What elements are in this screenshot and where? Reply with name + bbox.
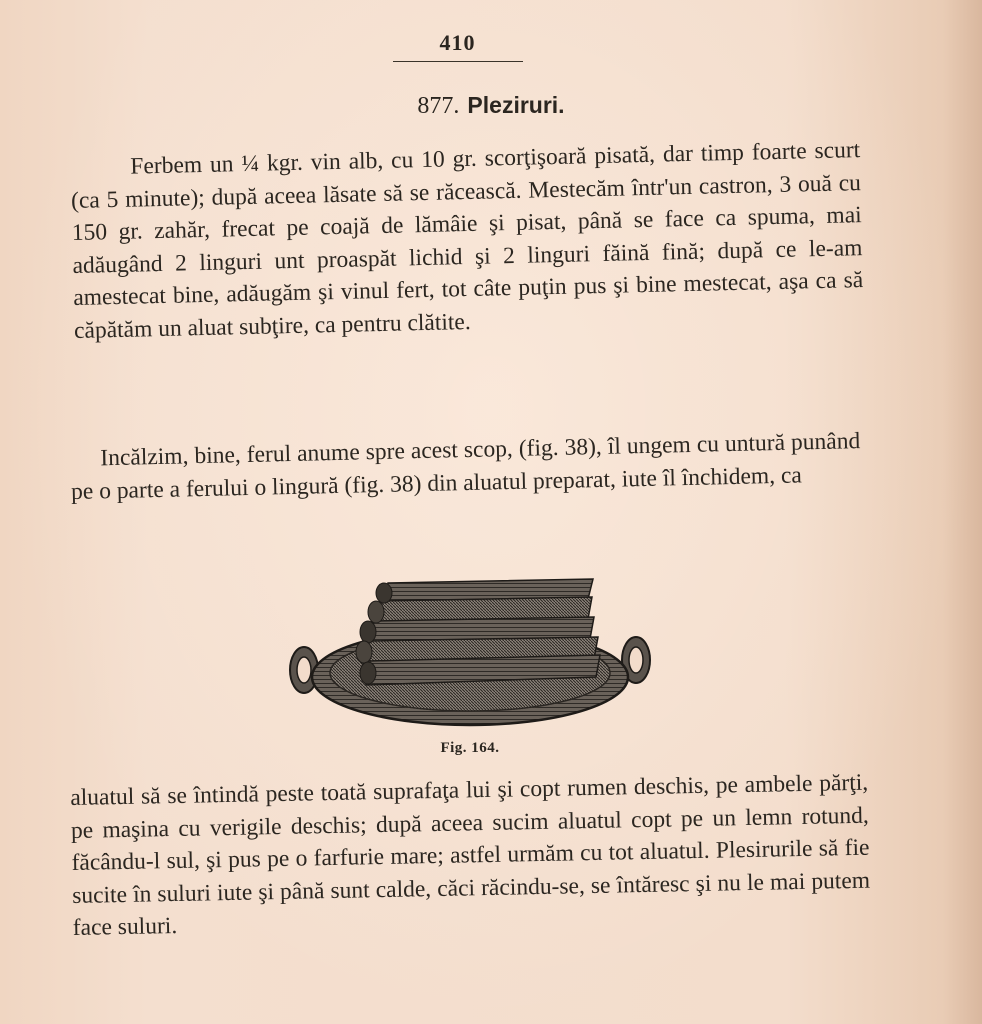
- page-number: 410: [439, 30, 476, 55]
- paragraph-3: aluatul să se întindă peste toată suprafaţa lui şi copt rumen deschis, pe ambele părţi, pe maşina cu verigile deschis; după aceea sucim aluatul copt pe un lemn rotund, făcându-l sul, şi pus pe o farfurie mare; astfel urmăm cu tot aluatul. Plesirurile să fie sucite în suluri iute şi până sunt calde, căci răcindu-se, se întăresc şi nu le mai putem face suluri.: [70, 769, 871, 941]
- figure-caption: Fig. 164.: [440, 740, 500, 756]
- page-number-rule: [393, 61, 523, 62]
- recipe-heading: [0, 92, 982, 120]
- recipe-title: Pleziruri.: [467, 92, 565, 118]
- rolled-wafers-stack: [356, 579, 600, 685]
- paragraph-1: Ferbem un ¼ kgr. vin alb, cu 10 gr. scorţişoară pisată, dar timp foarte scurt (ca 5 minute); după aceea lăsate să se răcească. Mestecăm într'un castron, 3 ouă cu 150 gr. zahăr, frecat pe coajă de lămâie şi pisat, până se face ca spuma, mai adăugând 2 linguri unt proaspăt lichid şi 2 linguri făină fină; după ce le-am amestecat bine, adăugăm şi vinul fert, tot câte puţin pus şi bine mestecat, aşa ca să căpătăm un aluat subţire, ca pentru clătite.: [70, 137, 864, 344]
- rolled-wafers-platter-illustration: [288, 575, 654, 730]
- recipe-number: 877.: [417, 93, 460, 119]
- paragraph-2: Incălzim, bine, ferul anume spre acest scop, (fig. 38), îl ungem cu untură punând pe o parte a ferului o lingură (fig. 38) din aluatul preparat, iute îl închidem, ca: [70, 428, 861, 505]
